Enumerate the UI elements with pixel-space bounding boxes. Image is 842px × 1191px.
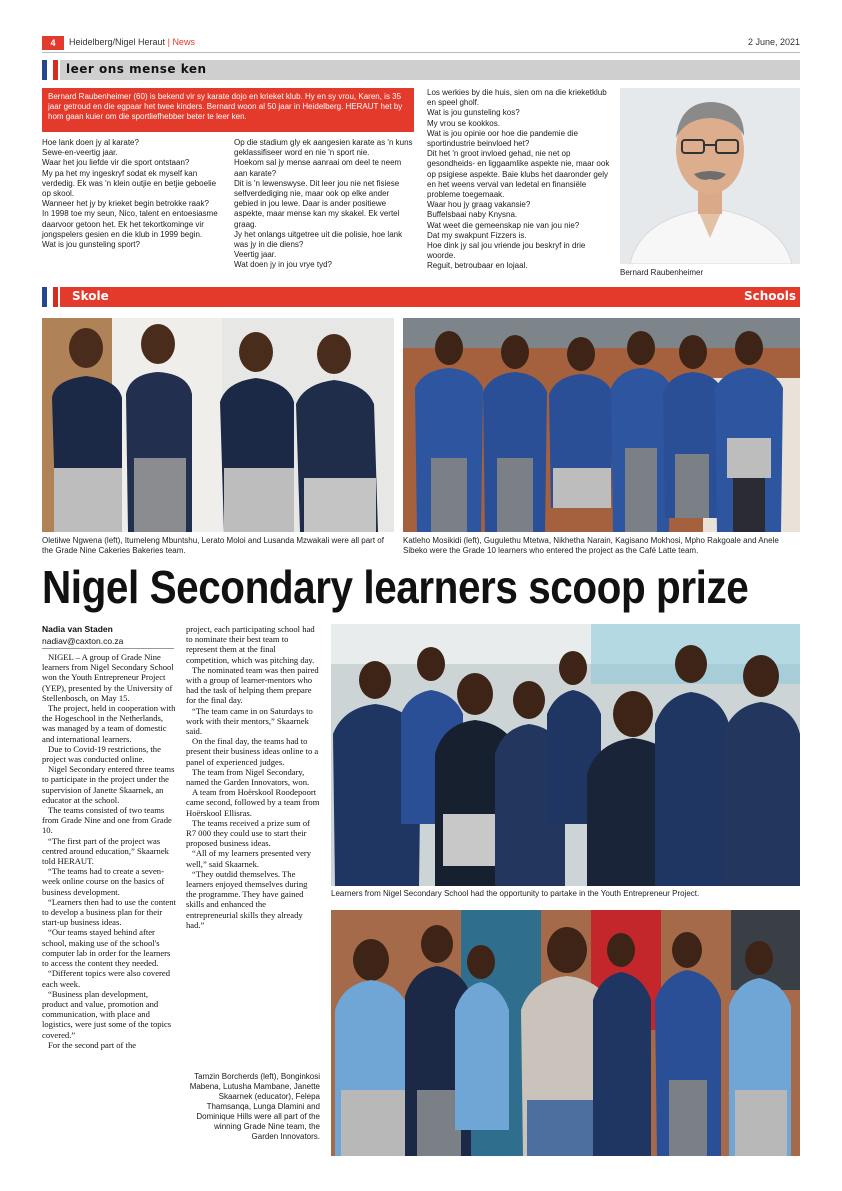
photo-caption-2: Katleho Mosikidi (left), Gugulethu Mtetwa, Nikhetha Narain, Kagisano Mokhosi, Mpho Rakgoale and Anele Sibeko were the Grade 10 learners who entered the project as the Café Latte team. (403, 536, 779, 555)
article-paragraph: “The teams had to create a seven-week online course on the basics of business development. (42, 866, 165, 897)
byline-divider (42, 648, 174, 649)
team-photo-grade-ten (403, 318, 800, 532)
article-paragraph: “The team came in on Saturdays to work with their mentors,” Skaarnek said. (186, 705, 313, 737)
qa-line: Dat my swakpunt Fizzers is. (427, 230, 527, 240)
article-headline: Nigel Secondary learners scoop prize (42, 561, 749, 613)
article-column-1 (42, 652, 176, 1050)
interview-intro: Bernard Raubenheimer (60) is bekend vir sy karate dojo en krieket klub. Hy en sy vrou, Karen, is 35 jaar getroud en die egpaar het twee kinders. Bernard woon al 50 jaar in Heidelberg. HERAUT het by hom gaan kuier om die sportliefhebber beter te leer ken. (42, 88, 414, 132)
article-paragraph: “Different topics were also covered each week. (42, 968, 171, 989)
qa-line: Veertig jaar. (234, 250, 277, 260)
group-photo-learners (331, 624, 800, 886)
section-name: News (172, 37, 195, 47)
article-paragraph: “The first part of the project was centred around education,” Skaarnek told HERAUT. (42, 835, 169, 867)
section-title-schools: Schools (743, 289, 796, 303)
qa-line: Wat is jou gunsteling sport? (42, 240, 140, 250)
qa-line: Wat is jou gunsteling kos? (427, 108, 520, 118)
photo-caption-3: Learners from Nigel Secondary School had the opportunity to partake in the Youth Entrepreneur Project. (331, 889, 700, 898)
photo-caption-1: Oletilwe Ngwena (left), Itumeleng Mbuntshu, Lerato Moloi and Lusanda Mzwakali were all part of the Grade Nine Cakeries Bakeries team. (42, 536, 384, 555)
article-paragraph: The nominated team was then paired with a group of learner-mentors who had the task of helping them prepare for the final day. (186, 664, 319, 706)
qa-line: Wat weet die gemeenskap nie van jou nie? (427, 220, 580, 230)
article-paragraph: The project, held in cooperation with the Hogeschool in the Netherlands, was managed by a team of domestic and international learners. (42, 703, 176, 744)
photo-caption-4: Tamzin Borcherds (left), Bonginkosi Mabena, Lutusha Mambane, Janette Skaarnek (educator), Felepa Thamsanqa, Lunga Dlamini and Dominique Hills were all part of the winning Grade Nine team, the Garden Innovators. (189, 1072, 320, 1141)
article-paragraph: A team from Hoërskool Roodepoort came second, followed by a team from Hoërskool Ellisras. (186, 787, 320, 818)
qa-line: Waar het jou liefde vir die sport ontstaan? (42, 158, 190, 168)
article-paragraph: “They outdid themselves. The learners enjoyed themselves during the programme. They have gained skills and enhanced the entrepreneurial skills they already had.” (186, 868, 308, 930)
article-column-2 (186, 624, 320, 930)
article-paragraph: “Learners then had to use the content to develop a business plan for their start-up business ideas. (42, 896, 176, 928)
paper-name (69, 37, 195, 47)
article-paragraph: “Business plan development, product and value, promotion and communication, with place and logistics, were just some of the topics covered.” (42, 988, 172, 1040)
winning-team-photo (331, 910, 800, 1156)
qa-line: Hoe dink jy sal jou vriende jou beskryf in drie woorde. (427, 241, 586, 261)
author-email: nadiav@caxton.co.za (42, 636, 124, 646)
article-paragraph: Nigel Secondary entered three teams to participate in the project under the supervision of Janette Skaarnek, an educator at the school. (42, 764, 175, 805)
qa-line: Reguit, betroubaar en lojaal. (427, 261, 528, 271)
qa-line: Op die stadium gly ek aangesien karate as 'n kuns geklassifiseer word en nie 'n sport nie. (234, 138, 413, 158)
article-paragraph: The team from Nigel Secondary, named the Garden Innovators, won. (186, 766, 310, 788)
article-paragraph: For the second part of the (48, 1039, 137, 1050)
qa-line: Wat doen jy in jou vrye tyd? (234, 260, 332, 270)
qa-line: Los werkies by die huis, sien om na die krieketklub en speel gholf. (427, 88, 607, 108)
portrait-photo (620, 88, 800, 264)
qa-line: Hoe lank doen jy al karate? (42, 138, 139, 147)
qa-line: My vrou se kookkos. (427, 118, 500, 128)
author-name: Nadia van Staden (42, 624, 113, 634)
team-photo-grade-nine (42, 318, 394, 532)
article-paragraph: NIGEL – A group of Grade Nine learners from Nigel Secondary School won the Youth Entrepreneur Project (YEP), presented by the University of Stellenbosch, on May 15. (42, 652, 174, 703)
article-paragraph: project, each participating school had to nominate their best team to represent them at the final competition, which was pitching day. (186, 624, 315, 665)
section-title-meet: leer ons mense ken (66, 62, 207, 76)
qa-line: Wanneer het jy by krieket begin betrokke raak? (42, 199, 209, 209)
page-number: 4 (42, 36, 64, 50)
qa-line: Dit het 'n groot invloed gehad, nie net op gesondheids- en liggaamlike aspekte nie, maar ook op psigiese aspekte. Baie klubs het daaronder gely en het weens verval van ledetal en finansiële probleme toegemaak. (427, 149, 610, 200)
article-paragraph: On the final day, the teams had to present their business ideas online to a panel of experienced judges. (186, 736, 319, 767)
header-separator: | (167, 37, 170, 47)
qa-line: Dit is 'n lewenswyse. Dit leer jou nie net fisiese selfverdediging nie, maar ook op elke ander gebied in jou lewe. Daar is ander positiewe aspekte, maar mense kan my skakel. Ek vertel graag. (234, 178, 400, 229)
portrait-caption: Bernard Raubenheimer (620, 268, 704, 277)
section-title-skole: Skole (72, 289, 109, 303)
interview-column-3 (427, 88, 611, 272)
qa-line: Hoekom sal jy mense aanraai om deel te neem aan karate? (234, 158, 402, 178)
interview-column-1 (42, 138, 222, 250)
section-bar-schools (60, 287, 800, 307)
interview-column-2 (234, 138, 414, 271)
article-paragraph: The teams consisted of two teams from Grade Nine and one from Grade 10. (42, 805, 172, 836)
article-paragraph: “Our teams stayed behind after school, making use of the school's computer lab in order for the learners to access the content they needed. (42, 927, 171, 969)
qa-line: Buffelsbaai naby Knysna. (427, 210, 518, 220)
qa-line: In 1998 toe my seun, Nico, talent en entoesiasme daarvoor getoon het. Ek het tekortkominge vir jongspelers gesien en die klub in 1999 begin. (42, 209, 218, 239)
article-paragraph: “All of my learners presented very well,” said Skaarnek. (186, 848, 312, 869)
qa-line: Waar hou jy graag vakansie? (427, 200, 531, 210)
qa-line: My pa het my ingeskryf sodat ek myself kan verdedig. Ek was 'n klein outjie en betjie geboelie op skool. (42, 168, 217, 199)
issue-date: 2 June, 2021 (747, 37, 800, 47)
flag-icon (42, 287, 58, 307)
paper-title: Heidelberg/Nigel Heraut (69, 37, 166, 47)
article-paragraph: Due to Covid-19 restrictions, the project was conducted online. (42, 743, 161, 765)
qa-line: Sewe-en-veertig jaar. (42, 148, 118, 158)
qa-line: Jy het onlangs uitgetree uit die polisie, hoe lank was jy in die diens? (234, 229, 403, 250)
flag-icon (42, 60, 58, 80)
header-divider (42, 52, 800, 53)
article-paragraph: The teams received a prize sum of R7 000 they could use to start their proposed business ideas. (186, 817, 310, 849)
qa-line: Wat is jou opinie oor hoe die pandemie die sportindustrie beinvloed het? (427, 128, 578, 149)
